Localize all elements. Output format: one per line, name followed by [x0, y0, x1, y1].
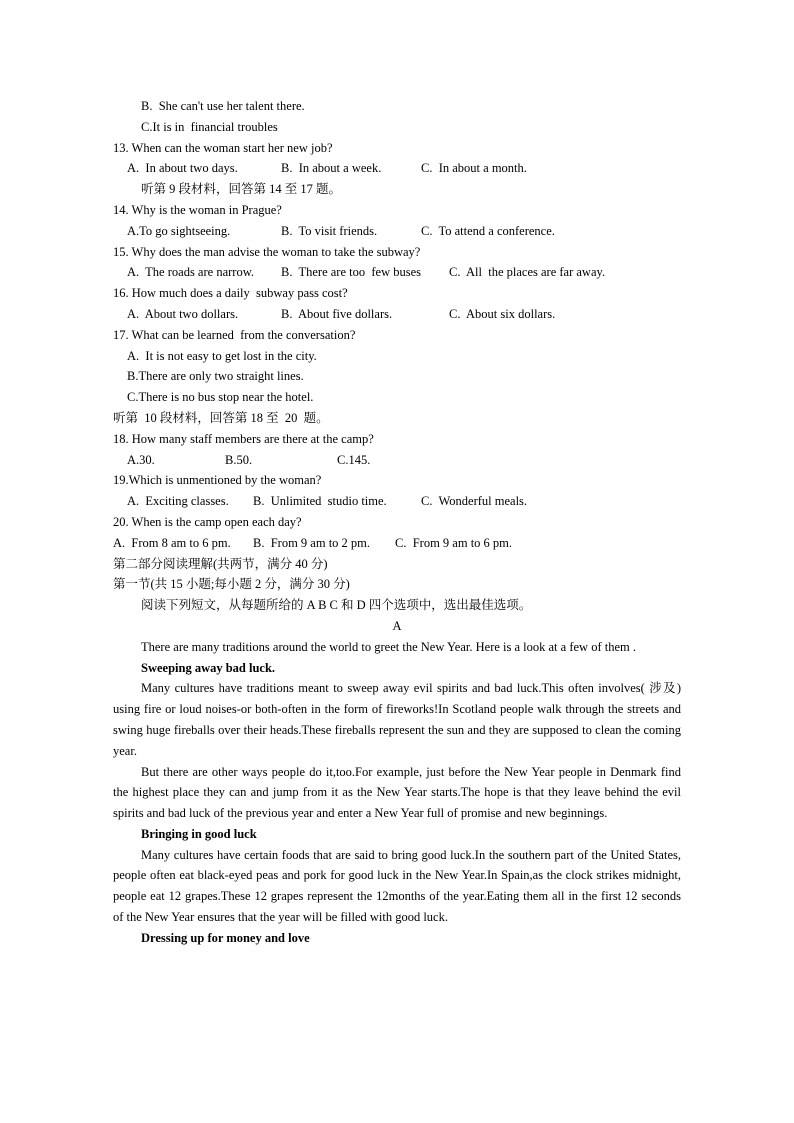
option-c: C. To attend a conference.: [421, 223, 555, 238]
passage-intro: There are many traditions around the world to greet the New Year. Here is a look at a few of them .: [141, 639, 636, 654]
section-heading: Dressing up for money and love: [141, 930, 310, 945]
option-a: A. Exciting classes.: [127, 494, 229, 509]
option-b-carryover: B. She can't use her talent there.: [141, 99, 305, 113]
question-16: 16. How much does a daily subway pass cost?: [113, 286, 348, 301]
question-20: 20. When is the camp open each day?: [113, 514, 302, 529]
exam-page: [113, 96, 681, 949]
option-b: B. Unlimited studio time.: [253, 494, 387, 509]
passage-paragraph: But there are other ways people do it,too.For example, just before the New Year people in Denmark find the highest place they can and jump from it as the New Year starts.The hope is that they leave behind the evil spirits and bad luck of the previous year and enter a New Year full of promise and new beginnings.: [113, 764, 681, 821]
question-14-options: [113, 221, 681, 242]
question-13-options: [113, 158, 681, 179]
option-c: C.There is no bus stop near the hotel.: [127, 390, 314, 405]
section-one-title: 第一节(共 15 小题;每小题 2 分，满分 30 分): [113, 577, 350, 592]
option-a: A. From 8 am to 6 pm.: [113, 535, 231, 550]
option-b: B.50.: [225, 452, 253, 467]
option-c: C. In about a month.: [421, 161, 527, 176]
option-b: B. There are too few buses: [281, 265, 422, 280]
question-13: 13. When can the woman start her new job?: [113, 140, 333, 155]
option-c-carryover: C.It is in financial troubles: [141, 119, 278, 134]
option-b: B. To visit friends.: [281, 223, 378, 238]
option-a: A. In about two days.: [127, 161, 238, 176]
option-c: C. Wonderful meals.: [421, 494, 528, 509]
question-18-options: [113, 450, 681, 471]
option-b: B. In about a week.: [281, 161, 382, 176]
question-19: 19.Which is unmentioned by the woman?: [113, 473, 322, 488]
option-c: C. All the places are far away.: [449, 265, 606, 280]
question-16-options: [113, 304, 681, 325]
question-15: 15. Why does the man advise the woman to take the subway?: [113, 244, 421, 259]
question-20-options: [113, 533, 681, 554]
passage-paragraph: Many cultures have traditions meant to sweep away evil spirits and bad luck.This often involves( 涉及) using fire or loud noises-or both-often in the form of fireworks!In Scotland people walk through the streets and swing huge fireballs over their heads.These fireballs represent the sun and they are supposed to clean the coming year.: [113, 681, 681, 758]
passage-paragraph: Many cultures have certain foods that are said to bring good luck.In the southern part of the United States, people often eat black-eyed peas and pork for good luck in the New Year.In Spain,as the clock strikes midnight, people eat 12 grapes.These 12 grapes represent the 12months of the year.Eating them all in the first 12 seconds of the New Year ensures that the year will be filled with good luck.: [113, 847, 681, 925]
option-b: B. About five dollars.: [281, 306, 393, 321]
part-two-title: 第二部分阅读理解(共两节，满分 40 分): [113, 556, 328, 571]
question-14: 14. Why is the woman in Prague?: [113, 202, 282, 217]
instruction-segment-10: 听第 10 段材料，回答第 18 至 20 题。: [113, 410, 329, 425]
question-19-options: [113, 491, 681, 512]
option-a: A.To go sightseeing.: [127, 223, 231, 238]
reading-instruction: 阅读下列短文，从每题所给的 A B C 和 D 四个选项中，选出最佳选项。: [141, 598, 532, 613]
option-b: B.There are only two straight lines.: [127, 369, 304, 384]
option-a: A. It is not easy to get lost in the city.: [127, 348, 317, 363]
option-c: C. From 9 am to 6 pm.: [395, 535, 513, 550]
passage-label: A: [392, 618, 402, 633]
section-heading: Sweeping away bad luck.: [141, 660, 276, 675]
option-c: C.145.: [337, 452, 371, 467]
option-b: B. From 9 am to 2 pm.: [253, 535, 371, 550]
option-a: A. The roads are narrow.: [127, 265, 255, 280]
question-15-options: [113, 262, 681, 283]
option-a: A. About two dollars.: [127, 306, 239, 321]
option-a: A.30.: [127, 452, 155, 467]
question-17: 17. What can be learned from the conversation?: [113, 327, 356, 342]
section-heading: Bringing in good luck: [141, 826, 257, 841]
question-18: 18. How many staff members are there at the camp?: [113, 431, 374, 446]
option-c: C. About six dollars.: [449, 306, 556, 321]
instruction-segment-9: 听第 9 段材料，回答第 14 至 17 题。: [141, 182, 342, 197]
